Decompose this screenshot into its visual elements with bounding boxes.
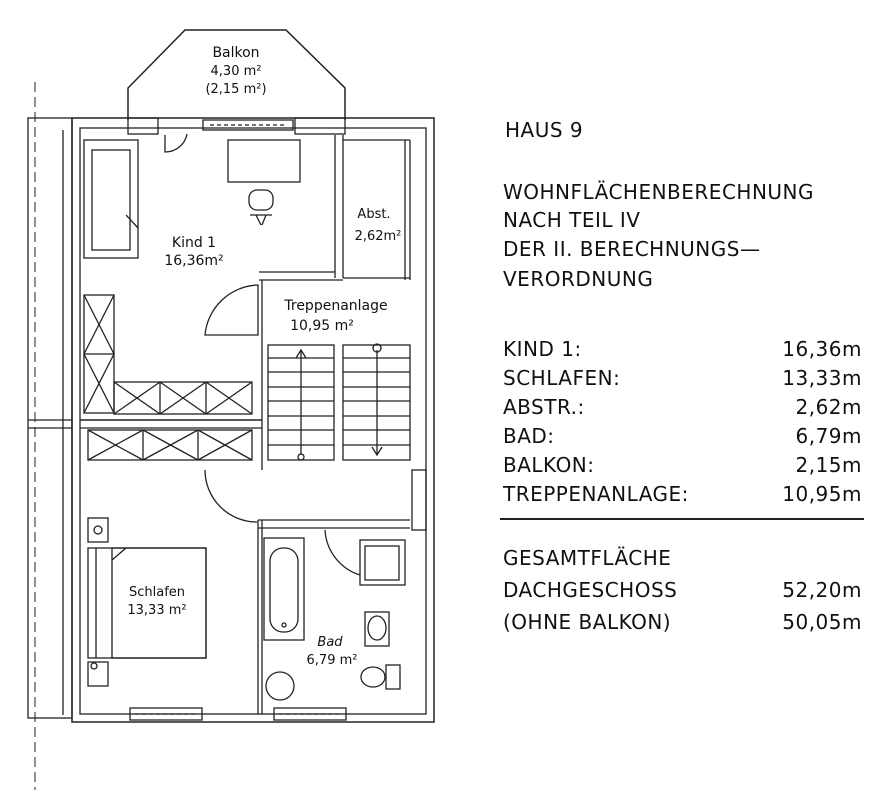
abst-name: Abst. [357,207,391,222]
schlafen-name: Schlafen [128,585,186,600]
round-basin [266,672,294,700]
shower [360,540,405,585]
treppen-name: Treppenanlage [284,298,388,314]
area-row-value: 13,33m [782,366,862,390]
bad-area: 6,79 m² [306,653,358,668]
area-row [503,453,884,481]
area-row-value: 2,62m [795,395,862,419]
total-row [503,578,884,606]
door-swing-bad [325,530,360,575]
without-balcony-value: 50,05m [782,610,862,634]
area-row-label: SCHLAFEN: [503,366,621,390]
treppen-area: 10,95 m² [290,318,354,334]
abst-area: 2,62m² [354,229,402,244]
calc-heading-line-3: DER II. BERECHNUNGS— [503,237,761,261]
total-value: 52,20m [782,578,862,602]
area-row-label: BALKON: [503,453,595,477]
area-row-label: BAD: [503,424,555,448]
area-row-value: 10,95m [782,482,862,506]
bad-name: Bad [317,635,343,650]
calc-heading-line-1: WOHNFLÄCHENBERECHNUNG [503,180,815,204]
without-balcony-label: (OHNE BALKON) [503,610,672,634]
toilet [386,665,400,689]
kind1-area: 16,36m² [164,253,224,269]
schlafen-area: 13,33 m² [127,603,187,618]
door-swing-schlafen [205,470,257,522]
area-row-label: ABSTR.: [503,395,585,419]
without-balcony-row [503,610,884,638]
area-row-value: 2,15m [795,453,862,477]
door-swing-stair [205,285,258,335]
balkon-area: 4,30 m² [210,64,262,79]
area-row [503,424,884,452]
balkon-name: Balkon [212,45,260,61]
staircase [268,344,410,460]
house-number: HAUS 9 [505,118,584,142]
area-row-value: 16,36m [782,337,862,361]
area-row [503,395,884,423]
calc-heading-line-2: NACH TEIL IV [503,208,641,232]
area-row [503,482,884,510]
desk [228,140,300,182]
area-row-label: TREPPENANLAGE: [503,482,689,506]
divider-line [500,518,864,520]
balkon-area-reduced: (2,15 m²) [205,82,267,97]
door-swing-kind1 [165,134,187,152]
area-row [503,366,884,394]
area-row-value: 6,79m [795,424,862,448]
total-title-2: DACHGESCHOSS [503,578,678,602]
area-row-label: KIND 1: [503,337,582,361]
area-row [503,337,884,365]
calc-heading-line-4: VERORDNUNG [503,267,654,291]
kind1-name: Kind 1 [171,235,217,251]
total-title-1: GESAMTFLÄCHE [503,546,672,570]
